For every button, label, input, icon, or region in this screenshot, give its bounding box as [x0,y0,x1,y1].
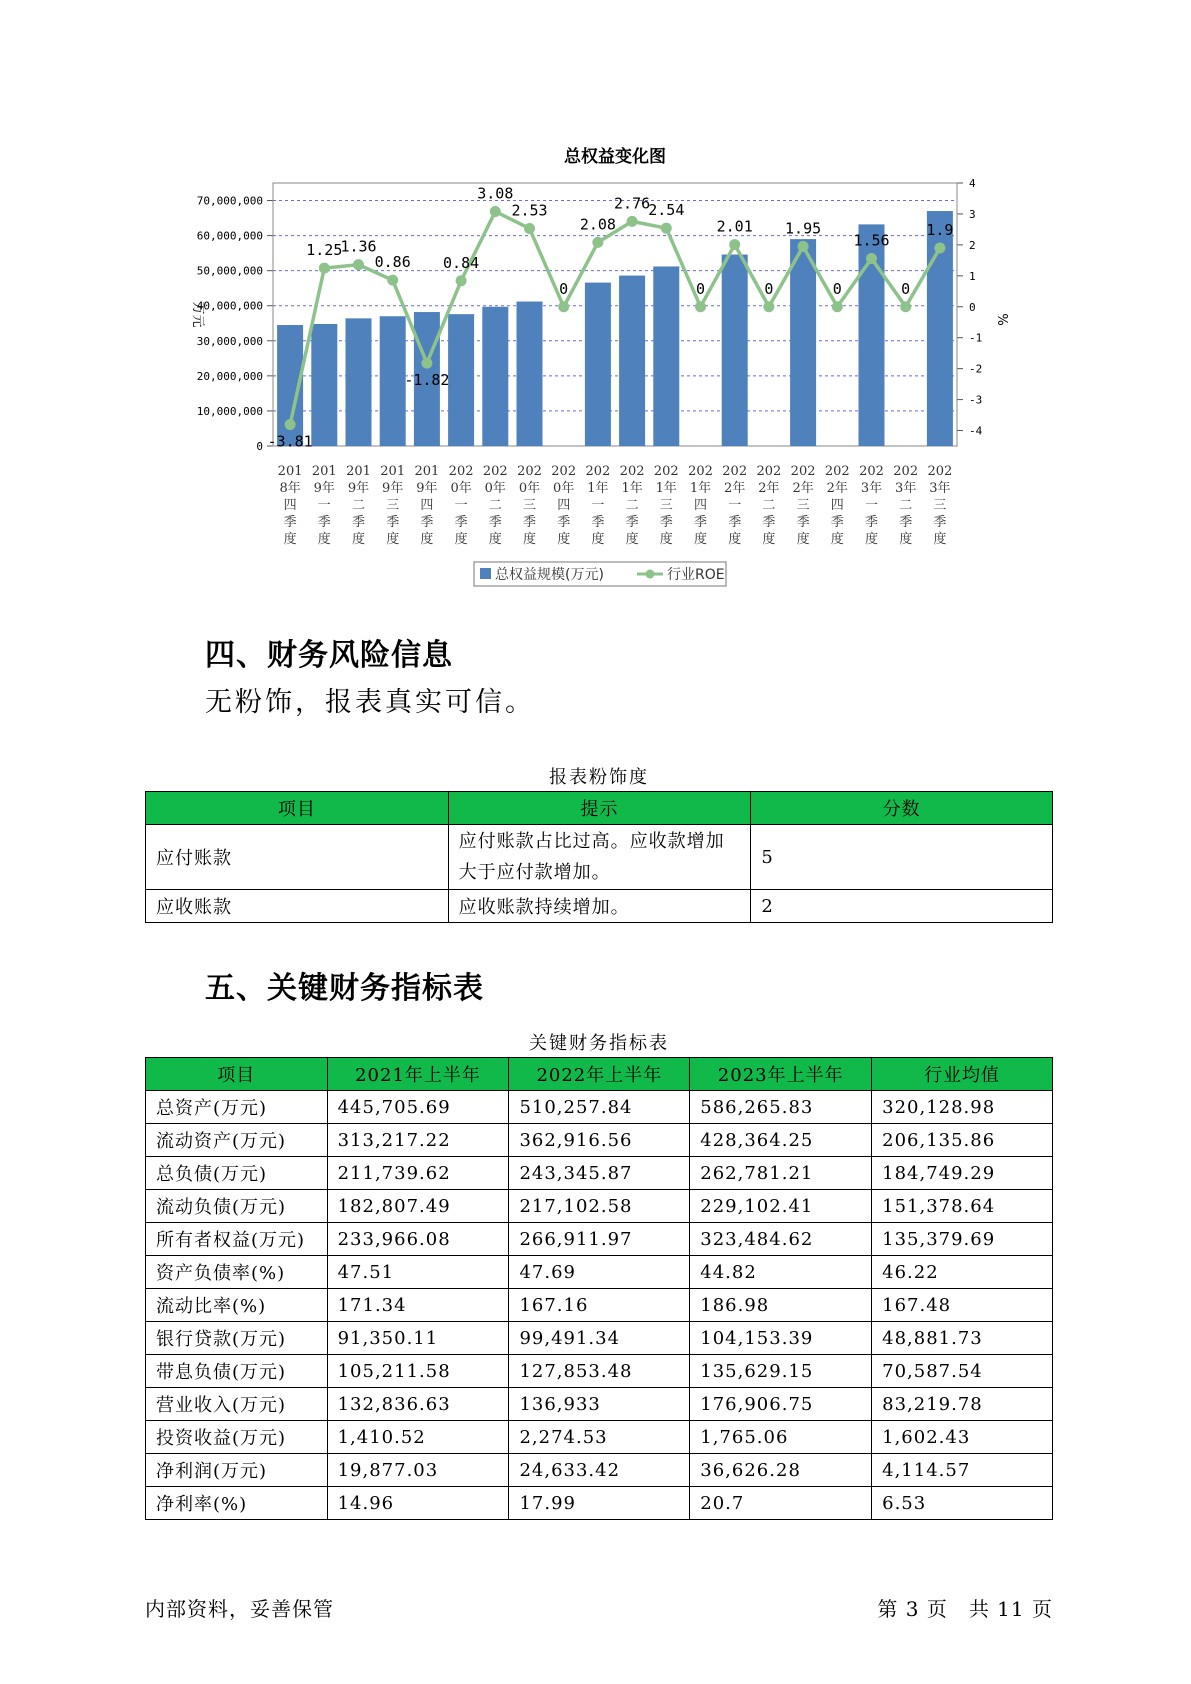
table-row [146,1421,1053,1454]
risk-header-hint: 提示 [448,792,751,825]
x-tick-label: 三 [522,498,537,513]
roe-data-label: 1.36 [340,237,377,256]
x-tick-label: 季 [454,515,468,530]
kpi-cell: 176,906.75 [690,1388,872,1421]
table-row [146,1355,1053,1388]
kpi-cell: 19,877.03 [327,1454,509,1487]
x-tick-label: 202 [927,464,953,479]
x-tick-label: 季 [283,515,297,530]
equity-chart-svg [0,0,1191,600]
kpi-cell: 233,966.08 [327,1223,509,1256]
y2-tick-label: 2 [969,238,976,252]
x-tick-label: 季 [659,515,673,530]
y-tick-label: 30,000,000 [196,334,263,348]
x-tick-label: 季 [386,515,400,530]
kpi-cell: 167.16 [509,1289,690,1322]
roe-point [558,301,569,312]
x-tick-label: 9年 [382,481,404,496]
kpi-cell: 4,114.57 [872,1454,1053,1487]
table-row [146,1157,1053,1190]
table-row [146,1124,1053,1157]
kpi-row-label: 带息负债(万元) [146,1355,328,1388]
kpi-cell: 211,739.62 [327,1157,509,1190]
x-tick-label: 季 [420,515,434,530]
x-tick-label: 度 [864,532,879,547]
x-tick-label: 度 [351,532,366,547]
roe-data-label: 1.9 [926,220,954,239]
kpi-cell: 313,217.22 [327,1124,509,1157]
x-tick-label: 2年 [792,481,814,496]
x-tick-label: 季 [933,515,947,530]
y2-axis-label: % [994,313,1009,326]
x-tick-label: 201 [346,464,371,479]
x-tick-label: 度 [522,532,537,547]
x-tick-label: 度 [933,532,947,547]
roe-point [592,237,603,248]
kpi-section-heading: 五、关键财务指标表 [205,971,484,1006]
x-tick-label: 季 [557,515,571,530]
kpi-cell: 510,257.84 [509,1091,690,1124]
footer-confidential: 内部资料，妥善保管 [145,1597,334,1621]
roe-point [900,301,911,312]
y2-tick-label: 1 [969,269,976,283]
kpi-cell: 167.48 [872,1289,1053,1322]
risk-item: 应收账款 [146,890,449,923]
roe-point [729,239,740,250]
x-tick-label: 202 [482,464,508,479]
x-tick-label: 202 [824,464,850,479]
x-tick-label: 季 [830,515,844,530]
x-tick-label: 201 [380,464,406,479]
x-tick-label: 度 [557,532,571,547]
x-tick-label: 季 [591,515,605,530]
kpi-table-caption: 关键财务指标表 [529,1033,669,1054]
kpi-row-label: 资产负债率(%) [146,1256,328,1289]
x-tick-label: 度 [659,532,673,547]
kpi-cell: 1,765.06 [690,1421,872,1454]
kpi-row-label: 净利率(%) [146,1487,328,1520]
kpi-cell: 46.22 [872,1256,1053,1289]
roe-point [421,358,432,369]
x-tick-label: 度 [796,532,810,547]
roe-point [353,259,364,270]
kpi-row-label: 流动负债(万元) [146,1190,328,1223]
roe-point [387,275,398,286]
kpi-cell: 445,705.69 [327,1091,509,1124]
x-tick-label: 一 [864,498,879,513]
bar [790,239,816,446]
risk-score: 5 [751,825,1053,890]
roe-point [490,206,501,217]
y2-tick-label: 4 [969,177,976,190]
x-tick-label: 季 [488,515,502,530]
roe-data-label: 0.84 [443,253,480,272]
x-tick-label: 四 [557,498,571,513]
table-row [146,1223,1053,1256]
x-tick-label: 202 [688,464,713,479]
x-tick-label: 季 [864,515,879,530]
y2-tick-label: -4 [969,424,983,438]
roe-data-label: 2.54 [648,201,685,220]
y-tick-label: 10,000,000 [196,404,263,418]
bar [585,283,611,446]
x-tick-label: 9年 [313,481,335,496]
x-tick-label: 8年 [279,481,301,496]
table-row [146,1322,1053,1355]
roe-point [627,216,638,227]
risk-section-heading: 四、财务风险信息 [205,638,453,673]
roe-data-label: 0 [832,279,842,298]
kpi-cell: 151,378.64 [872,1190,1053,1223]
kpi-header-2022: 2022年上半年 [509,1058,690,1091]
table-row [146,1256,1053,1289]
x-tick-label: 度 [728,532,742,547]
roe-point [763,301,774,312]
x-tick-label: 2年 [758,481,780,496]
bar [482,307,508,446]
bar [380,316,406,446]
table-row [146,890,1053,923]
x-tick-label: 三 [659,498,673,513]
x-tick-label: 202 [619,464,645,479]
x-tick-label: 度 [488,532,502,547]
x-tick-label: 度 [454,532,468,547]
kpi-cell: 127,853.48 [509,1355,690,1388]
kpi-cell: 36,626.28 [690,1454,872,1487]
x-tick-label: 三 [796,498,810,513]
x-tick-label: 二 [351,498,366,513]
x-tick-label: 9年 [347,481,370,496]
roe-data-label: 3.08 [477,184,514,203]
risk-table-header [146,792,1053,825]
x-tick-label: 四 [283,498,297,513]
kpi-row-label: 总资产(万元) [146,1091,328,1124]
y2-tick-label: -2 [969,362,983,376]
x-tick-label: 3年 [860,481,883,496]
kpi-cell: 229,102.41 [690,1190,872,1223]
kpi-header-industry: 行业均值 [872,1058,1053,1091]
kpi-cell: 586,265.83 [690,1091,872,1124]
kpi-cell: 262,781.21 [690,1157,872,1190]
table-row [146,1454,1053,1487]
x-tick-label: 201 [311,464,337,479]
kpi-cell: 135,629.15 [690,1355,872,1388]
kpi-cell: 6.53 [872,1487,1053,1520]
kpi-cell: 99,491.34 [509,1322,690,1355]
y2-tick-label: 0 [969,300,976,314]
x-tick-label: 0年 [484,481,506,496]
x-tick-label: 202 [722,464,748,479]
x-tick-label: 202 [517,464,542,479]
x-tick-label: 三 [386,498,400,513]
risk-score: 2 [751,890,1053,923]
kpi-cell: 105,211.58 [327,1355,509,1388]
roe-data-label: 0 [764,279,774,298]
y-tick-label: 40,000,000 [196,299,263,313]
kpi-cell: 184,749.29 [872,1157,1053,1190]
x-tick-label: 202 [448,464,474,479]
kpi-header-2021: 2021年上半年 [327,1058,509,1091]
kpi-cell: 48,881.73 [872,1322,1053,1355]
x-tick-label: 9年 [416,481,438,496]
roe-point [832,301,843,312]
x-tick-label: 2年 [724,481,746,496]
x-tick-label: 二 [625,498,639,513]
kpi-cell: 217,102.58 [509,1190,690,1223]
bar [311,324,337,446]
y-tick-label: 50,000,000 [196,264,263,278]
kpi-cell: 47.69 [509,1256,690,1289]
x-tick-label: 度 [591,532,605,547]
bar [517,302,543,446]
x-tick-label: 一 [728,498,742,513]
kpi-row-label: 总负债(万元) [146,1157,328,1190]
kpi-cell: 83,219.78 [872,1388,1053,1421]
roe-data-label: 1.56 [853,231,890,250]
x-tick-label: 202 [893,464,919,479]
x-tick-label: 一 [317,498,331,513]
risk-header-item: 项目 [146,792,449,825]
bar [346,318,372,446]
x-tick-label: 三 [933,498,947,513]
kpi-cell: 24,633.42 [509,1454,690,1487]
y2-tick-label: -3 [969,393,983,407]
kpi-cell: 44.82 [690,1256,872,1289]
risk-hint: 应收账款持续增加。 [448,890,751,923]
roe-data-label: 0.86 [374,253,411,272]
roe-point [866,253,877,264]
x-tick-label: 度 [386,532,400,547]
kpi-cell: 1,602.43 [872,1421,1053,1454]
kpi-row-label: 投资收益(万元) [146,1421,328,1454]
table-row [146,1487,1053,1520]
x-tick-label: 二 [762,498,776,513]
kpi-cell: 362,916.56 [509,1124,690,1157]
x-tick-label: 0年 [553,481,575,496]
kpi-cell: 243,345.87 [509,1157,690,1190]
y2-tick-label: -1 [969,331,983,345]
roe-data-label: 2.53 [511,201,548,220]
roe-data-label: 0 [695,279,706,298]
risk-summary-text: 无粉饰，报表真实可信。 [205,687,535,718]
kpi-cell: 2,274.53 [509,1421,690,1454]
x-tick-label: 3年 [929,481,951,496]
kpi-cell: 428,364.25 [690,1124,872,1157]
x-tick-label: 201 [277,464,303,479]
risk-hint: 应付账款占比过高。应收款增加大于应付款增加。 [448,825,751,890]
x-tick-label: 季 [796,515,810,530]
x-tick-label: 季 [762,515,776,530]
x-tick-label: 202 [790,464,816,479]
roe-point [285,419,296,430]
kpi-cell: 186.98 [690,1289,872,1322]
x-tick-label: 3年 [895,481,917,496]
x-tick-label: 2年 [826,481,848,496]
bar [653,266,679,446]
roe-data-label: 0 [559,279,569,298]
kpi-row-label: 银行贷款(万元) [146,1322,328,1355]
kpi-row-label: 流动资产(万元) [146,1124,328,1157]
roe-data-label: 1.95 [785,219,822,238]
y-tick-label: 60,000,000 [196,229,263,243]
x-tick-label: 季 [351,515,366,530]
kpi-cell: 14.96 [327,1487,509,1520]
roe-data-label: 2.01 [716,217,753,236]
x-tick-label: 四 [830,498,844,513]
kpi-row-label: 所有者权益(万元) [146,1223,328,1256]
table-row [146,1190,1053,1223]
roe-point [524,223,535,234]
legend-bar-swatch [480,568,491,579]
roe-data-label: 2.76 [614,194,651,213]
y-axis-label: 万元 [190,301,205,328]
kpi-cell: 320,128.98 [872,1091,1053,1124]
kpi-cell: 91,350.11 [327,1322,509,1355]
kpi-cell: 135,379.69 [872,1223,1053,1256]
roe-data-label: 2.08 [579,215,616,234]
kpi-cell: 136,933 [509,1388,690,1421]
legend-line-marker [646,570,655,579]
kpi-cell: 47.51 [327,1256,509,1289]
kpi-cell: 104,153.39 [690,1322,872,1355]
x-tick-label: 度 [693,532,708,547]
x-tick-label: 202 [859,464,884,479]
y-tick-label: 70,000,000 [196,194,263,208]
kpi-table-header [146,1058,1053,1091]
roe-point [319,263,330,274]
x-tick-label: 度 [317,532,331,547]
x-tick-label: 季 [625,515,639,530]
x-tick-label: 度 [420,532,434,547]
x-tick-label: 202 [653,464,679,479]
roe-point [661,223,672,234]
roe-point [695,301,706,312]
chart-title: 总权益变化图 [564,147,666,167]
kpi-cell: 182,807.49 [327,1190,509,1223]
x-tick-label: 202 [551,464,577,479]
kpi-header-2023: 2023年上半年 [690,1058,872,1091]
table-row [146,1388,1053,1421]
x-tick-label: 1年 [689,481,712,496]
roe-point [798,241,809,252]
roe-data-label: 1.25 [306,241,343,260]
footer-page-number: 第 3 页 共 11 页 [877,1597,1053,1621]
risk-table-caption: 报表粉饰度 [549,767,649,788]
x-tick-label: 季 [728,515,742,530]
kpi-header-item: 项目 [146,1058,328,1091]
roe-data-label: -3.81 [267,432,313,451]
risk-table [145,791,1053,923]
x-tick-label: 202 [585,464,611,479]
x-tick-label: 度 [283,532,297,547]
roe-point [934,242,945,253]
x-tick-label: 1年 [587,481,609,496]
kpi-cell: 266,911.97 [509,1223,690,1256]
x-tick-label: 0年 [518,481,541,496]
table-row [146,825,1053,890]
x-tick-label: 一 [591,498,605,513]
kpi-cell: 323,484.62 [690,1223,872,1256]
kpi-cell: 1,410.52 [327,1421,509,1454]
x-tick-label: 季 [899,515,913,530]
x-tick-label: 度 [625,532,639,547]
kpi-cell: 70,587.54 [872,1355,1053,1388]
risk-item: 应付账款 [146,825,449,890]
kpi-cell: 17.99 [509,1487,690,1520]
x-tick-label: 一 [454,498,468,513]
roe-data-label: -1.82 [404,371,450,390]
equity-chart [0,0,1191,600]
x-tick-label: 1年 [621,481,643,496]
legend-line-label: 行业ROE [667,567,725,583]
bar [448,314,474,446]
bar [619,276,645,446]
x-tick-label: 二 [488,498,502,513]
risk-header-score: 分数 [751,792,1053,825]
x-tick-label: 度 [899,532,913,547]
x-tick-label: 度 [830,532,844,547]
table-row [146,1289,1053,1322]
x-tick-label: 季 [693,515,708,530]
roe-data-label: 0 [901,279,911,298]
kpi-cell: 171.34 [327,1289,509,1322]
x-tick-label: 度 [762,532,776,547]
kpi-row-label: 营业收入(万元) [146,1388,328,1421]
kpi-cell: 206,135.86 [872,1124,1053,1157]
y-tick-label: 0 [256,440,263,453]
bar [722,255,748,446]
x-tick-label: 四 [420,498,434,513]
roe-point [456,275,467,286]
legend-bar-label: 总权益规模(万元) [495,567,604,583]
x-tick-label: 二 [899,498,913,513]
x-tick-label: 季 [522,515,537,530]
kpi-row-label: 流动比率(%) [146,1289,328,1322]
x-tick-label: 0年 [450,481,472,496]
table-row [146,1091,1053,1124]
kpi-cell: 132,836.63 [327,1388,509,1421]
y-tick-label: 20,000,000 [196,369,263,383]
y2-tick-label: 3 [969,207,976,221]
x-tick-label: 201 [414,464,440,479]
kpi-table [145,1057,1053,1520]
kpi-row-label: 净利润(万元) [146,1454,328,1487]
x-tick-label: 202 [756,464,782,479]
x-tick-label: 1年 [655,481,677,496]
x-tick-label: 四 [693,498,708,513]
kpi-cell: 20.7 [690,1487,872,1520]
x-tick-label: 季 [317,515,331,530]
